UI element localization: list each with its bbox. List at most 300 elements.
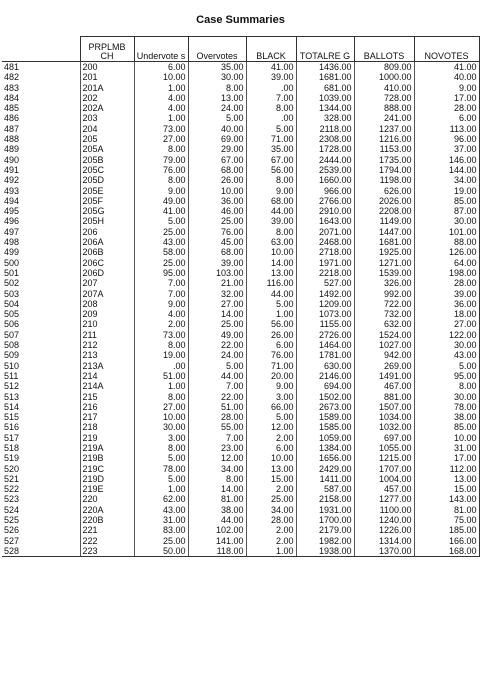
table-cell: 1226.00 <box>354 525 414 535</box>
table-cell: 78.00 <box>134 464 188 474</box>
row-id-cell: 484 <box>4 92 20 103</box>
table-cell: 71.00 <box>246 134 296 144</box>
table-cell: 206C <box>80 258 134 268</box>
row-id-cell: 512 <box>4 381 20 392</box>
table-cell: 223 <box>80 546 134 557</box>
table-cell: 71.00 <box>246 361 296 371</box>
table-cell: 28.00 <box>414 103 479 113</box>
column-header: PRPLMB CH <box>80 37 134 62</box>
table-row <box>2 62 479 73</box>
table-cell: 87.00 <box>414 206 479 216</box>
table-cell: 200 <box>80 62 134 73</box>
table-cell: 1209.00 <box>296 299 354 309</box>
table-cell: 76.00 <box>246 350 296 360</box>
table-row <box>2 381 479 391</box>
table-cell: 527.00 <box>296 278 354 288</box>
table-row <box>2 443 479 453</box>
table-cell: 1700.00 <box>296 515 354 525</box>
table-row <box>2 278 479 288</box>
table-cell: 2118.00 <box>296 124 354 134</box>
table-cell: 201 <box>80 72 134 82</box>
table-cell: 10.00 <box>414 433 479 443</box>
table-cell: 1216.00 <box>354 134 414 144</box>
table-cell: 632.00 <box>354 319 414 329</box>
row-id-cell: 511 <box>4 370 19 381</box>
table-cell: 1539.00 <box>354 268 414 278</box>
table-cell: 212 <box>80 340 134 350</box>
table-cell: 19.00 <box>134 350 188 360</box>
table-cell: 219 <box>80 433 134 443</box>
table-cell: 1502.00 <box>296 392 354 402</box>
table-row <box>2 422 479 432</box>
table-cell: 26.00 <box>246 330 296 340</box>
table-cell: 2.00 <box>134 319 188 329</box>
table-cell: 205E <box>80 186 134 196</box>
table-cell: 209 <box>80 309 134 319</box>
table-cell: 1314.00 <box>354 536 414 546</box>
table-cell: 38.00 <box>188 505 246 515</box>
table-cell: 214A <box>80 381 134 391</box>
table-cell: 1344.00 <box>296 103 354 113</box>
row-id-cell: 521 <box>4 473 20 484</box>
table-row <box>2 484 479 494</box>
table-cell: 58.00 <box>134 247 188 257</box>
row-id-cell: 525 <box>4 515 20 526</box>
table-cell: 205G <box>80 206 134 216</box>
table-cell: 35.00 <box>188 62 246 73</box>
table-cell: 6.00 <box>246 340 296 350</box>
table-cell: 219E <box>80 484 134 494</box>
table-cell: 992.00 <box>354 289 414 299</box>
table-cell: 28.00 <box>188 412 246 422</box>
table-cell: 103.00 <box>188 268 246 278</box>
table-cell: 25.00 <box>188 216 246 226</box>
table-cell: 2.00 <box>246 525 296 535</box>
row-id-cell: 483 <box>4 82 20 93</box>
table-cell: 14.00 <box>246 258 296 268</box>
table-cell: 206A <box>80 237 134 247</box>
table-row <box>2 350 479 360</box>
table-cell: 25.00 <box>134 536 188 546</box>
table-cell: 1155.00 <box>296 319 354 329</box>
table-row <box>2 124 479 134</box>
table-row <box>2 258 479 268</box>
table-cell: 30.00 <box>188 72 246 82</box>
table-row <box>2 330 479 340</box>
table-cell: 697.00 <box>354 433 414 443</box>
table-cell: 118.00 <box>188 546 246 557</box>
table-cell: 1925.00 <box>354 247 414 257</box>
row-id-cell: 528 <box>2 546 80 557</box>
table-cell: 22.00 <box>188 340 246 350</box>
row-id-cell: 500 <box>4 257 20 268</box>
table-cell: 5.00 <box>134 216 188 226</box>
row-id-cell: 520 <box>4 463 20 474</box>
table-cell: 2718.00 <box>296 247 354 257</box>
table-cell: 40.00 <box>188 124 246 134</box>
table-row <box>2 144 479 154</box>
table-cell: .00 <box>246 113 296 123</box>
table-cell: 809.00 <box>354 62 414 73</box>
table-row <box>2 536 479 546</box>
table-cell: 38.00 <box>414 412 479 422</box>
table-cell: 220B <box>80 515 134 525</box>
table-cell: 43.00 <box>134 237 188 247</box>
table-cell: 204 <box>80 124 134 134</box>
table-cell: 68.00 <box>188 247 246 257</box>
table-cell: 1100.00 <box>354 505 414 515</box>
table-cell: 1681.00 <box>354 237 414 247</box>
row-id-cell: 524 <box>4 504 20 515</box>
table-cell: 8.00 <box>188 83 246 93</box>
table-row <box>2 412 479 422</box>
table-cell: 1027.00 <box>354 340 414 350</box>
column-header: BALLOTS <box>354 37 414 62</box>
table-cell: 39.00 <box>188 258 246 268</box>
table-cell: 2910.00 <box>296 206 354 216</box>
table-cell: 326.00 <box>354 278 414 288</box>
table-cell: 35.00 <box>246 144 296 154</box>
table-cell: 1240.00 <box>354 515 414 525</box>
table-cell: 5.00 <box>188 361 246 371</box>
table-cell: 12.00 <box>246 422 296 432</box>
table-cell: 17.00 <box>414 453 479 463</box>
table-cell: 206 <box>80 227 134 237</box>
table-cell: 24.00 <box>188 103 246 113</box>
table-cell: 83.00 <box>134 525 188 535</box>
table-cell: 206D <box>80 268 134 278</box>
table-cell: 9.00 <box>246 381 296 391</box>
table-cell: 218 <box>80 422 134 432</box>
table-cell: 64.00 <box>414 258 479 268</box>
table-cell: 1436.00 <box>296 62 354 73</box>
table-row <box>2 237 479 247</box>
table-cell: 43.00 <box>414 350 479 360</box>
table-cell: 1039.00 <box>296 93 354 103</box>
table-cell: 28.00 <box>414 278 479 288</box>
table-cell: 63.00 <box>246 237 296 247</box>
table-cell: 1931.00 <box>296 505 354 515</box>
table-cell: 39.00 <box>246 216 296 226</box>
table-cell: 51.00 <box>188 402 246 412</box>
table-cell: 6.00 <box>134 62 188 73</box>
table-cell: 732.00 <box>354 309 414 319</box>
table-cell: 78.00 <box>414 402 479 412</box>
table-row <box>2 155 479 165</box>
row-id-cell: 522 <box>4 484 20 495</box>
table-header <box>2 37 479 62</box>
table-cell: 32.00 <box>188 289 246 299</box>
row-id-cell: 504 <box>4 298 20 309</box>
table-cell: 15.00 <box>246 474 296 484</box>
table-cell: 198.00 <box>414 268 479 278</box>
table-cell: 728.00 <box>354 93 414 103</box>
table-cell: 219D <box>80 474 134 484</box>
table-cell: 220A <box>80 505 134 515</box>
table-cell: 2208.00 <box>354 206 414 216</box>
table-cell: 1643.00 <box>296 216 354 226</box>
table-cell: 41.00 <box>134 206 188 216</box>
table-cell: 166.00 <box>414 536 479 546</box>
table-cell: 55.00 <box>188 422 246 432</box>
table-row <box>2 103 479 113</box>
table-cell: 68.00 <box>188 165 246 175</box>
table-cell: 85.00 <box>414 196 479 206</box>
table-cell: 143.00 <box>414 494 479 504</box>
table-cell: 1.00 <box>134 83 188 93</box>
table-cell: 36.00 <box>188 196 246 206</box>
table-cell: 1000.00 <box>354 72 414 82</box>
table-cell: 102.00 <box>188 525 246 535</box>
table-cell: 126.00 <box>414 247 479 257</box>
table-cell: .00 <box>134 361 188 371</box>
table-cell: 1794.00 <box>354 165 414 175</box>
row-id-cell: 493 <box>4 185 20 196</box>
table-cell: 1153.00 <box>354 144 414 154</box>
table-cell: 40.00 <box>414 72 479 82</box>
table-cell: 45.00 <box>188 237 246 247</box>
table-cell: 39.00 <box>246 72 296 82</box>
table-cell: 13.00 <box>188 93 246 103</box>
table-cell: 88.00 <box>414 237 479 247</box>
table-cell: 9.00 <box>414 83 479 93</box>
table-cell: 66.00 <box>246 402 296 412</box>
column-header: NOVOTES <box>414 37 479 62</box>
table-cell: 205F <box>80 196 134 206</box>
table-cell: 34.00 <box>414 175 479 185</box>
table-row <box>2 371 479 381</box>
table-cell: 29.00 <box>188 144 246 154</box>
row-id-cell: 487 <box>4 123 20 134</box>
table-cell: 207A <box>80 289 134 299</box>
table-cell: 208 <box>80 299 134 309</box>
table-cell: 205B <box>80 155 134 165</box>
table-cell: 210 <box>80 319 134 329</box>
table-cell: 8.00 <box>188 474 246 484</box>
table-cell: 25.00 <box>188 319 246 329</box>
row-id-cell: 501 <box>4 267 20 278</box>
table-cell: 21.00 <box>188 278 246 288</box>
table-cell: 31.00 <box>414 443 479 453</box>
table-cell: 1507.00 <box>354 402 414 412</box>
table-cell: 76.00 <box>134 165 188 175</box>
table-row <box>2 299 479 309</box>
row-id-cell: 514 <box>4 401 20 412</box>
table-cell: 2218.00 <box>296 268 354 278</box>
table-cell: 1707.00 <box>354 464 414 474</box>
table-cell: 5.00 <box>246 299 296 309</box>
table-cell: 2158.00 <box>296 494 354 504</box>
column-header: BLACK <box>246 37 296 62</box>
table-row <box>2 216 479 226</box>
table-cell: 207 <box>80 278 134 288</box>
table-cell: 34.00 <box>188 464 246 474</box>
table-cell: 122.00 <box>414 330 479 340</box>
table-cell: 8.00 <box>134 144 188 154</box>
table-row <box>2 247 479 257</box>
table-cell: 44.00 <box>246 289 296 299</box>
table-cell: 2539.00 <box>296 165 354 175</box>
table-cell: 1149.00 <box>354 216 414 226</box>
table-cell: 1492.00 <box>296 289 354 299</box>
row-id-cell: 507 <box>4 329 20 340</box>
table-cell: 1055.00 <box>354 443 414 453</box>
table-cell: 95.00 <box>414 371 479 381</box>
table-cell: 7.00 <box>188 381 246 391</box>
table-cell: 75.00 <box>414 515 479 525</box>
table-cell: 203 <box>80 113 134 123</box>
table-row <box>2 453 479 463</box>
table-cell: 201A <box>80 83 134 93</box>
table-row <box>2 268 479 278</box>
table-cell: 1271.00 <box>354 258 414 268</box>
table-cell: 2308.00 <box>296 134 354 144</box>
table-row <box>2 206 479 216</box>
table-cell: 7.00 <box>188 433 246 443</box>
table-row <box>2 392 479 402</box>
table-cell: 19.00 <box>414 186 479 196</box>
table-row <box>2 113 479 123</box>
row-id-cell: 499 <box>4 247 20 258</box>
row-id-cell: 488 <box>4 134 20 145</box>
row-id-cell: 498 <box>4 237 20 248</box>
table-cell: 205A <box>80 144 134 154</box>
table-cell: 9.00 <box>134 186 188 196</box>
table-cell: 25.00 <box>246 494 296 504</box>
table-cell: 1681.00 <box>296 72 354 82</box>
table-cell: 213A <box>80 361 134 371</box>
table-cell: 50.00 <box>134 546 188 557</box>
table-cell: 5.00 <box>414 361 479 371</box>
table-cell: 215 <box>80 392 134 402</box>
table-cell: 217 <box>80 412 134 422</box>
table-cell: 1370.00 <box>354 546 414 557</box>
table-cell: 101.00 <box>414 227 479 237</box>
table-cell: 7.00 <box>134 278 188 288</box>
table-row <box>2 289 479 299</box>
table-row <box>2 309 479 319</box>
table-cell: 69.00 <box>188 134 246 144</box>
table-cell: 1277.00 <box>354 494 414 504</box>
table-cell: 1491.00 <box>354 371 414 381</box>
table-cell: 4.00 <box>134 93 188 103</box>
table-cell: 44.00 <box>188 515 246 525</box>
table-cell: 8.00 <box>246 227 296 237</box>
table-cell: 141.00 <box>188 536 246 546</box>
table-cell: 5.00 <box>246 124 296 134</box>
table-cell: 216 <box>80 402 134 412</box>
row-id-cell: 508 <box>4 340 20 351</box>
table-cell: 37.00 <box>414 144 479 154</box>
table-cell: 1411.00 <box>296 474 354 484</box>
table-cell: 205C <box>80 165 134 175</box>
table-cell: 241.00 <box>354 113 414 123</box>
table-cell: 26.00 <box>188 175 246 185</box>
row-id-cell: 518 <box>4 442 20 453</box>
table-cell: 10.00 <box>246 453 296 463</box>
table-cell: 467.00 <box>354 381 414 391</box>
table-cell: 30.00 <box>414 340 479 350</box>
table-cell: 2726.00 <box>296 330 354 340</box>
table-cell: 2179.00 <box>296 525 354 535</box>
table-cell: 1.00 <box>134 113 188 123</box>
table-cell: 62.00 <box>134 494 188 504</box>
table-cell: 81.00 <box>188 494 246 504</box>
table-cell: 17.00 <box>414 93 479 103</box>
table-cell: 85.00 <box>414 422 479 432</box>
table-cell: 185.00 <box>414 525 479 535</box>
table-row <box>2 402 479 412</box>
table-cell: 8.00 <box>134 392 188 402</box>
table-cell: 36.00 <box>414 299 479 309</box>
table-cell: 18.00 <box>414 309 479 319</box>
table-cell: 1938.00 <box>296 546 354 557</box>
table-cell: 144.00 <box>414 165 479 175</box>
table-cell: 49.00 <box>188 330 246 340</box>
row-id-cell: 481 <box>4 62 20 72</box>
table-cell: 1032.00 <box>354 422 414 432</box>
table-cell: 1.00 <box>246 309 296 319</box>
table-cell: 213 <box>80 350 134 360</box>
table-cell: 24.00 <box>188 350 246 360</box>
table-cell: 202 <box>80 93 134 103</box>
table-row <box>2 494 479 504</box>
table-row <box>2 361 479 371</box>
table-cell: 1198.00 <box>354 175 414 185</box>
table-row <box>2 72 479 82</box>
table-cell: 41.00 <box>246 62 296 73</box>
table-cell: 4.00 <box>134 309 188 319</box>
table-cell: 27.00 <box>414 319 479 329</box>
table-cell: 1728.00 <box>296 144 354 154</box>
row-id-cell: 509 <box>4 350 20 361</box>
table-cell: 5.00 <box>134 474 188 484</box>
table-cell: 30.00 <box>134 422 188 432</box>
table-cell: 23.00 <box>188 443 246 453</box>
table-cell: 13.00 <box>414 474 479 484</box>
table-row <box>2 340 479 350</box>
table-cell: 27.00 <box>134 402 188 412</box>
table-cell: 12.00 <box>188 453 246 463</box>
table-cell: 3.00 <box>246 392 296 402</box>
table-cell: 694.00 <box>296 381 354 391</box>
table-cell: 44.00 <box>188 371 246 381</box>
table-cell: 8.00 <box>134 443 188 453</box>
table-row <box>2 227 479 237</box>
table-row <box>2 134 479 144</box>
table-cell: 5.00 <box>188 113 246 123</box>
table-row <box>2 546 479 557</box>
table-cell: 5.00 <box>246 412 296 422</box>
table-cell: 14.00 <box>188 484 246 494</box>
table-cell: 76.00 <box>188 227 246 237</box>
table-cell: 1447.00 <box>354 227 414 237</box>
table-cell: 410.00 <box>354 83 414 93</box>
table-cell: 146.00 <box>414 155 479 165</box>
table-cell: 1781.00 <box>296 350 354 360</box>
table-cell: 888.00 <box>354 103 414 113</box>
table-cell: 1585.00 <box>296 422 354 432</box>
table-cell: 2026.00 <box>354 196 414 206</box>
table-cell: 67.00 <box>246 155 296 165</box>
table-cell: 966.00 <box>296 186 354 196</box>
table-cell: 3.00 <box>134 433 188 443</box>
row-id-cell: 506 <box>4 319 20 330</box>
table-cell: 681.00 <box>296 83 354 93</box>
table-cell: 1589.00 <box>296 412 354 422</box>
table-cell: 205 <box>80 134 134 144</box>
table-cell: 1524.00 <box>354 330 414 340</box>
